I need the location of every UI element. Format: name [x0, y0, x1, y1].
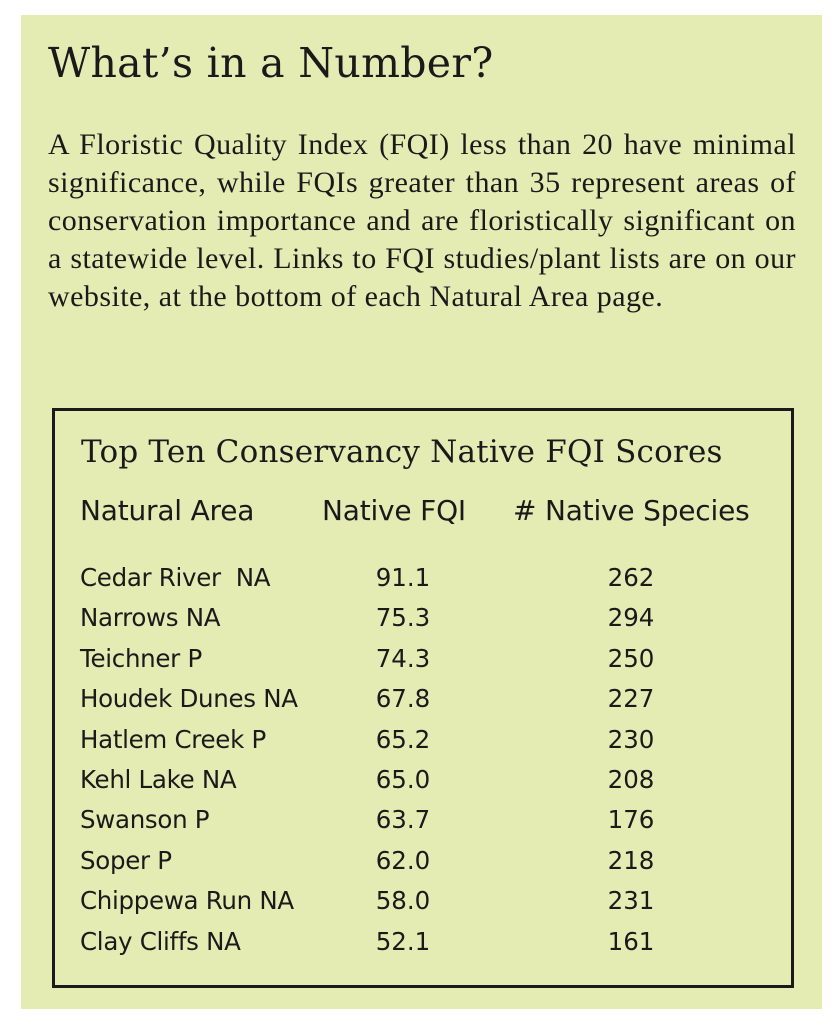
- native-species-cell: 218: [607, 845, 655, 875]
- native-species-cell: 231: [607, 886, 655, 916]
- table-row: [55, 644, 791, 684]
- natural-area-cell: Houdek Dunes NA: [80, 684, 298, 714]
- native-fqi-cell: 74.3: [375, 643, 431, 673]
- column-header-native-fqi: Native FQI: [322, 494, 466, 527]
- native-fqi-cell: 62.0: [375, 845, 431, 875]
- intro-paragraph: A Floristic Quality Index (FQI) less than 20 have minimal significance, while FQIs greater than 35 represent areas of conservation importance and are floristically significant on a statewide level. Links to FQI studies/plant lists are on our website, at the bottom of each Natural Area page.: [48, 128, 796, 313]
- native-fqi-cell: 63.7: [375, 805, 431, 835]
- table-row: [55, 886, 791, 926]
- native-fqi-cell: 67.8: [375, 684, 431, 714]
- table-row: [55, 725, 791, 765]
- native-species-cell: 230: [607, 724, 655, 754]
- native-fqi-cell: 91.1: [375, 563, 431, 592]
- table-rows: [55, 563, 791, 967]
- table-row: [55, 684, 791, 724]
- info-panel: [21, 15, 822, 1009]
- natural-area-cell: Kehl Lake NA: [80, 764, 237, 794]
- table-title: Top Ten Conservancy Native FQI Scores: [81, 434, 723, 470]
- natural-area-cell: Soper P: [80, 845, 172, 875]
- natural-area-cell: Clay Cliffs NA: [80, 926, 241, 956]
- native-fqi-cell: 58.0: [375, 886, 431, 916]
- native-species-cell: 250: [607, 643, 655, 673]
- column-header-natural-area: Natural Area: [80, 494, 255, 527]
- native-species-cell: 176: [607, 805, 655, 835]
- table-row: [55, 846, 791, 886]
- native-fqi-cell: 65.2: [375, 724, 431, 754]
- column-header-native-species: # Native Species: [513, 494, 750, 527]
- native-species-cell: 227: [607, 684, 655, 714]
- table-row: [55, 603, 791, 643]
- panel-title: What’s in a Number?: [48, 39, 494, 87]
- table-row: [55, 765, 791, 805]
- table-row: [55, 927, 791, 967]
- native-species-cell: 208: [607, 764, 655, 794]
- native-fqi-cell: 75.3: [375, 603, 431, 633]
- natural-area-cell: Hatlem Creek P: [80, 724, 266, 754]
- native-fqi-cell: 65.0: [375, 764, 431, 794]
- table-row: [55, 805, 791, 845]
- native-species-cell: 262: [607, 563, 655, 592]
- natural-area-cell: Narrows NA: [80, 603, 221, 633]
- natural-area-cell: Swanson P: [80, 805, 210, 835]
- table-row: [55, 563, 791, 603]
- natural-area-cell: Teichner P: [80, 643, 202, 673]
- native-species-cell: 161: [607, 926, 655, 956]
- natural-area-cell: Chippewa Run NA: [80, 886, 294, 916]
- natural-area-cell: Cedar River NA: [80, 563, 271, 592]
- native-species-cell: 294: [607, 603, 655, 633]
- native-fqi-cell: 52.1: [375, 926, 431, 956]
- fqi-table-box: [52, 408, 794, 988]
